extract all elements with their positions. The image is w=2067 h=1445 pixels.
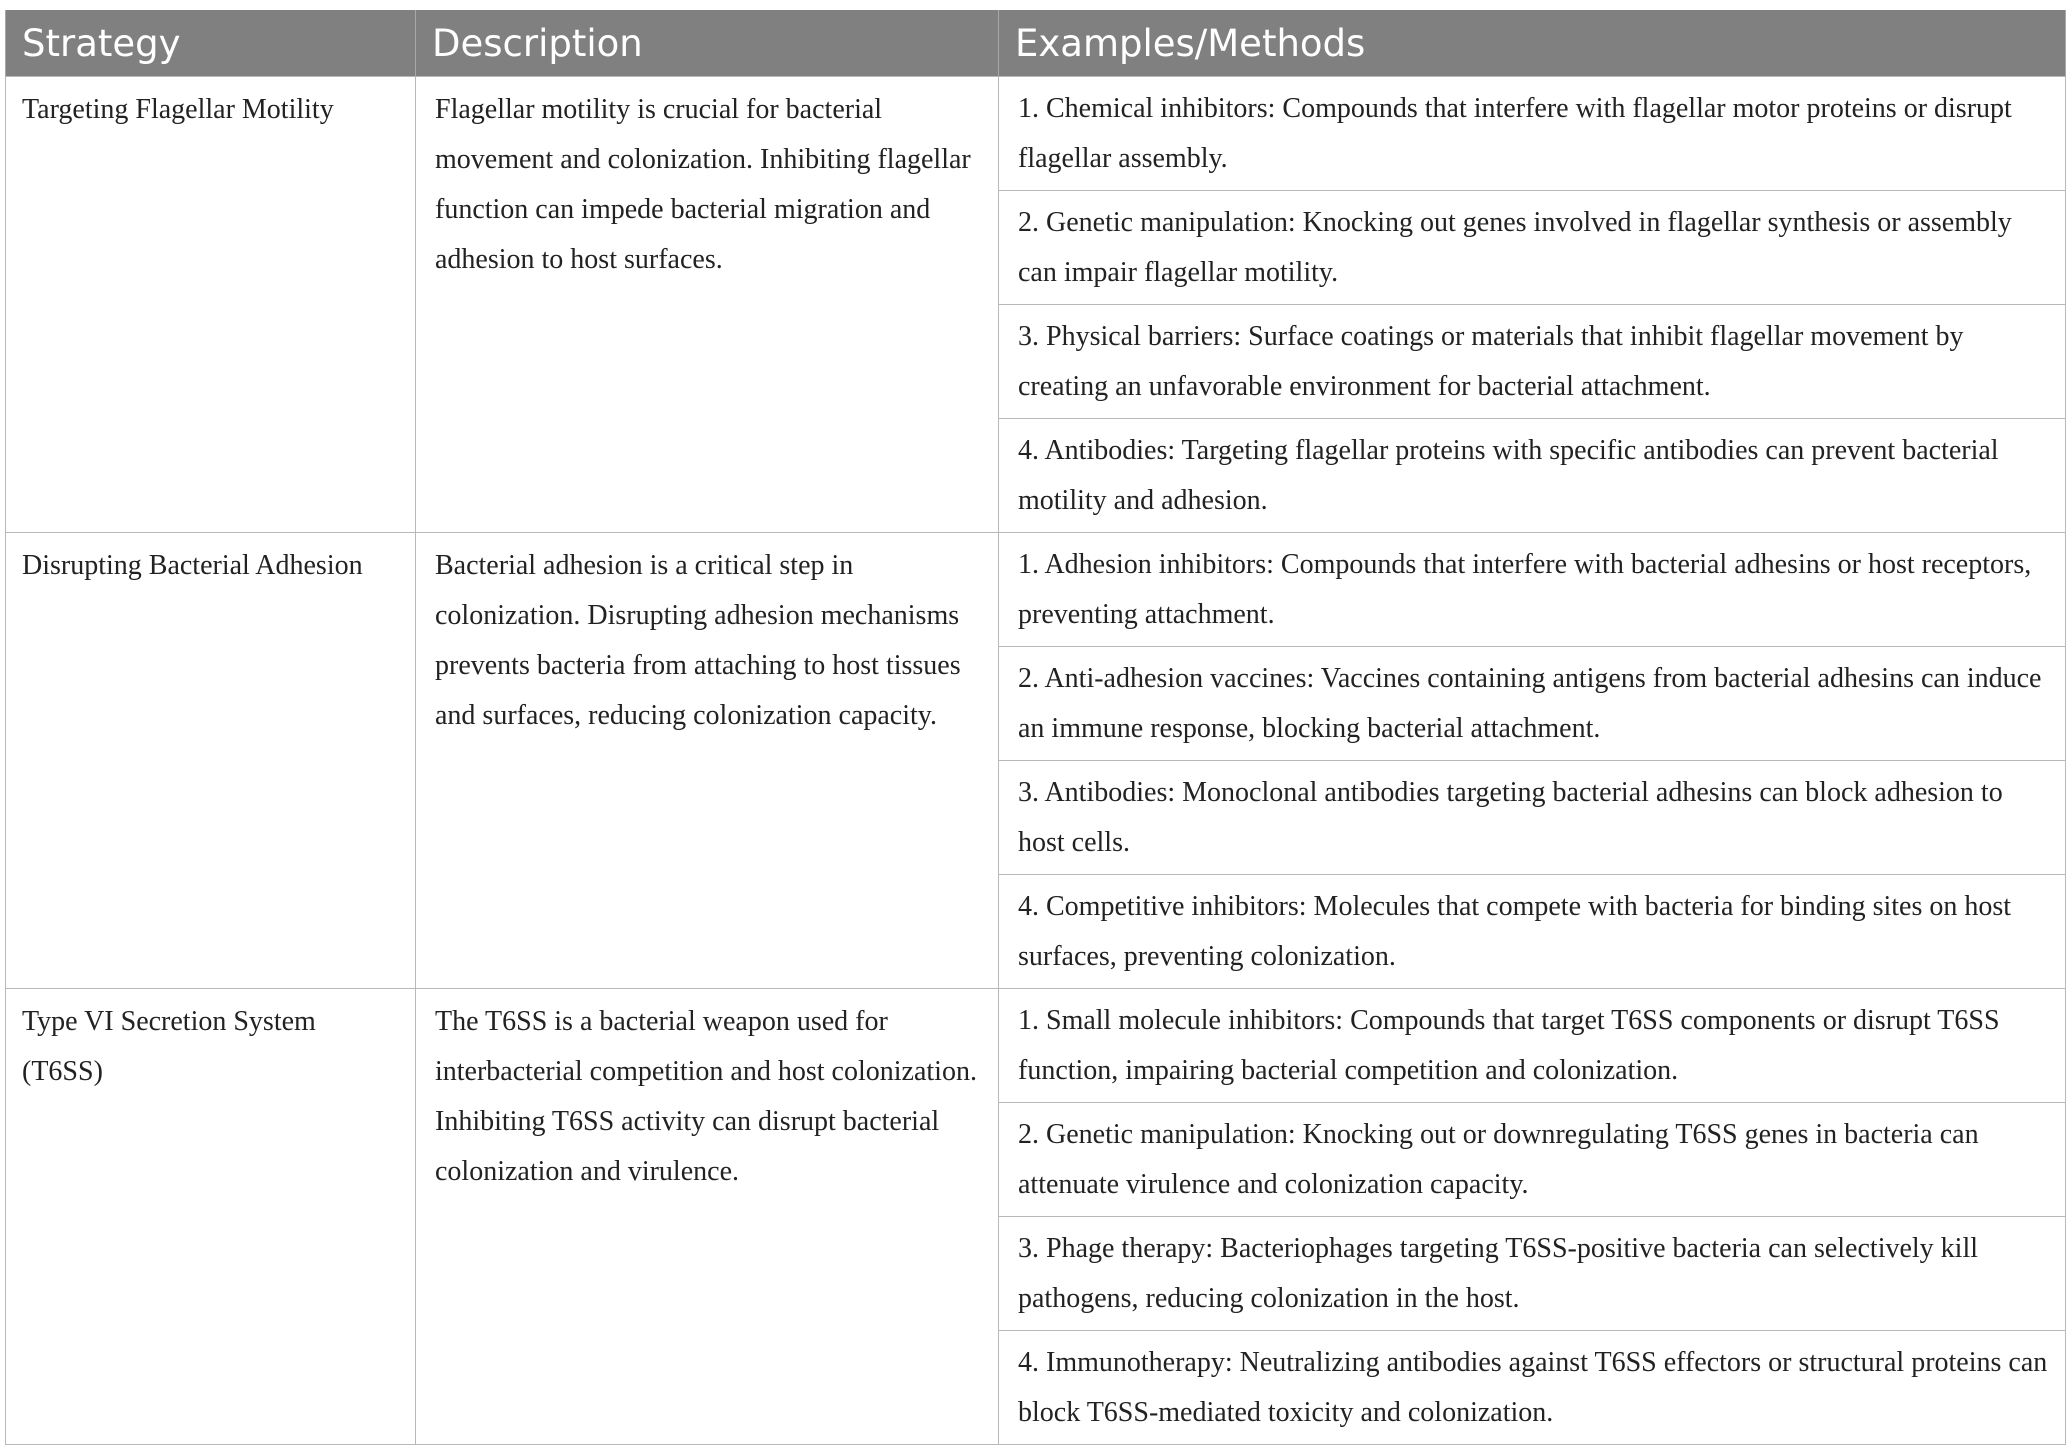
method-cell: 3. Antibodies: Monoclonal antibodies targeting bacterial adhesins can block adhesion to host cells. [999,761,2066,875]
header-examples-methods: Examples/Methods [999,10,2066,77]
method-cell: 3. Phage therapy: Bacteriophages targeting T6SS-positive bacteria can selectively kill pathogens, reducing colonization in the host. [999,1217,2066,1331]
method-cell: 4. Competitive inhibitors: Molecules that compete with bacteria for binding sites on host surfaces, preventing colonization. [999,875,2066,989]
table-header-row [6,10,2066,77]
description-cell: The T6SS is a bacterial weapon used for interbacterial competition and host colonization. Inhibiting T6SS activity can disrupt bacterial colonization and virulence. [416,989,999,1445]
header-strategy: Strategy [6,10,416,77]
strategy-cell: Type VI Secretion System (T6SS) [6,989,416,1445]
strategies-table [5,10,2066,1445]
description-cell: Bacterial adhesion is a critical step in colonization. Disrupting adhesion mechanisms prevents bacteria from attaching to host tissues and surfaces, reducing colonization capacity. [416,533,999,989]
table-row [6,77,2066,191]
table-row [6,533,2066,647]
method-cell: 4. Antibodies: Targeting flagellar proteins with specific antibodies can prevent bacterial motility and adhesion. [999,419,2066,533]
header-description: Description [416,10,999,77]
method-cell: 1. Small molecule inhibitors: Compounds that target T6SS components or disrupt T6SS function, impairing bacterial competition and colonization. [999,989,2066,1103]
method-cell: 3. Physical barriers: Surface coatings or materials that inhibit flagellar movement by creating an unfavorable environment for bacterial attachment. [999,305,2066,419]
strategy-cell: Targeting Flagellar Motility [6,77,416,533]
method-cell: 1. Adhesion inhibitors: Compounds that interfere with bacterial adhesins or host receptors, preventing attachment. [999,533,2066,647]
method-cell: 2. Anti-adhesion vaccines: Vaccines containing antigens from bacterial adhesins can induce an immune response, blocking bacterial attachment. [999,647,2066,761]
method-cell: 4. Immunotherapy: Neutralizing antibodies against T6SS effectors or structural proteins can block T6SS-mediated toxicity and colonization. [999,1331,2066,1445]
method-cell: 2. Genetic manipulation: Knocking out or downregulating T6SS genes in bacteria can attenuate virulence and colonization capacity. [999,1103,2066,1217]
strategies-table-container [5,10,2065,1445]
strategy-cell: Disrupting Bacterial Adhesion [6,533,416,989]
description-cell: Flagellar motility is crucial for bacterial movement and colonization. Inhibiting flagellar function can impede bacterial migration and adhesion to host surfaces. [416,77,999,533]
method-cell: 2. Genetic manipulation: Knocking out genes involved in flagellar synthesis or assembly can impair flagellar motility. [999,191,2066,305]
table-row [6,989,2066,1103]
method-cell: 1. Chemical inhibitors: Compounds that interfere with flagellar motor proteins or disrupt flagellar assembly. [999,77,2066,191]
